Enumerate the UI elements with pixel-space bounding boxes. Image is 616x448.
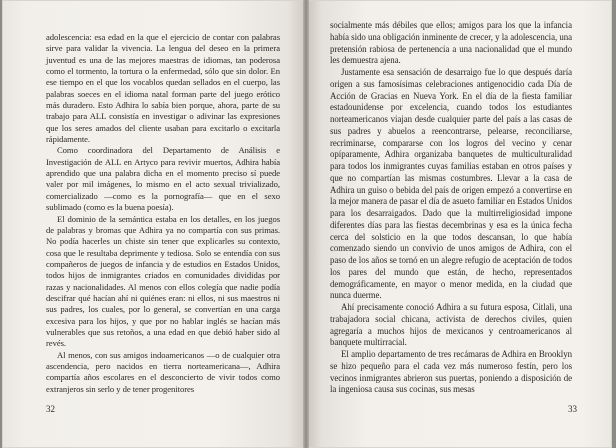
left-page-text (46, 32, 280, 395)
right-paragraph-3: Ahí precisamente conoció Adhira a su futura esposa, Citlali, una trabajadora social chicana, activista de derechos civiles, quien agregaría a muchos hijos de mexicanos y centroamericanos al banquete multirracial. (330, 302, 572, 348)
right-page (306, 0, 612, 448)
left-paragraph-2: Como coordinadora del Departamento de Análisis e Investigación de ALL en Artyco para revivir muertos, Adhira había aprendido que una palabra dicha en el momento preciso sí puede valer por mil imágenes, lo mismo en el acto sexual trivializado, comercializado —como es la pornografía— que en el sexo sublimado (como es la buena poesía). (46, 145, 280, 213)
right-paragraph-1: socialmente más débiles que ellos; amigos para los que la infancia había sido una obligación inminente de crecer, y la adolescencia, una pretensión rabiosa de pertenencia a una nacionalidad que el mundo les demuestra ajena. (330, 20, 572, 66)
left-paragraph-1: adolescencia: esa edad en la que el ejercicio de contar con palabras sirve para validar la vivencia. La lengua del deseo en la primera juventud es una de las mejores maestras de idiomas, tan poderosa como el tormento, la tortura o la enfermedad, sólo que sin dolor. En ese tiempo en el que los vocablos quedan sellados en el cuerpo, las palabras soeces en el idioma natal forman parte del juego erótico más duradero. Esto Adhira lo sabía bien porque, ahora, parte de su trabajo para ALL consistía en investigar o adivinar las expresiones que los seres amados del cliente usaban para excitarlo o excitarla rápidamente. (46, 32, 280, 145)
book-gutter (303, 0, 309, 448)
left-paragraph-3: El dominio de la semántica estaba en los detalles, en los juegos de palabras y bromas que Adhira ya no compartía con sus primas. No podía hacerles un chiste sin tener que explicarles su contexto, cosa que le resultaba deprimente y tediosa. Solo se entendía con sus compañeros de juegos de infancia y de estudios en Estados Unidos, todos hijos de inmigrantes criados en comunidades divididas por razas y nacionalidades. Al menos con ellos colegía que nadie podía descifrar qué hacían ahí ni quiénes eran: ni ellos, ni sus maestros ni sus padres, los cuales, por lo general, se convertían en una carga excesiva para los hijos, y que por no hablar inglés se hacían más vulnerables que sus retoños, a una edad en que debió haber sido al revés. (46, 213, 280, 349)
right-paragraph-4: El amplio departamento de tres recámaras de Adhira en Brooklyn se hizo pequeño para el cada vez más numeroso festín, pero los vecinos inmigrantes abrieron sus puertas, poniendo a disposición de la ingeniosa causa sus cocinas, sus mesas (330, 349, 572, 395)
left-page-number: 32 (46, 404, 55, 414)
right-paragraph-2: Justamente esa sensación de desarraigo fue lo que después daría origen a sus famosísimas celebraciones antigenocidio cada Día de Acción de Gracias en Nueva York. En el día de la fiesta familiar estadounidense por excelencia, cuando todos los estudiantes norteamericanos viajan desde cualquier parte del país a las casas de sus padres y abuelos a reencontrarse, pelearse, reconciliarse, recriminarse, compararse con los logros del vecino y cenar opíparamente, Adhira organizaba banquetes de multiculturalidad para todos los inmigrantes cuyas familias estaban en otros países y que no compartían las mismas costumbres. Llevar a la casa de Adhira un guiso o bebida del país de origen empezó a convertirse en la mejor manera de pasar el día de asueto familiar en Estados Unidos para los desarraigados. Dado que la multirreligiosidad impone diferentes días para las fiestas decembrinas y esa es la única fecha cerca del solsticio en la que todos descansan, lo que había comenzado siendo un convivio de unos amigos de Adhira, con el paso de los años se tornó en un alegre refugio de aceptación de todos los pares del mundo que están, de hecho, representados demográficamente, en mayor o menor medida, en la ciudad que nunca duerme. (330, 67, 572, 301)
right-page-text (330, 20, 572, 396)
right-page-number: 33 (568, 404, 577, 414)
left-page (2, 0, 306, 448)
left-paragraph-4: Al menos, con sus amigos indoamericanos —o de cualquier otra ascendencia, pero nacidos en tierra norteamericana—, Adhira compartía años escolares en el desconcierto de vivir todos como extranjeros sin serlo y de tener progenitores (46, 349, 280, 394)
